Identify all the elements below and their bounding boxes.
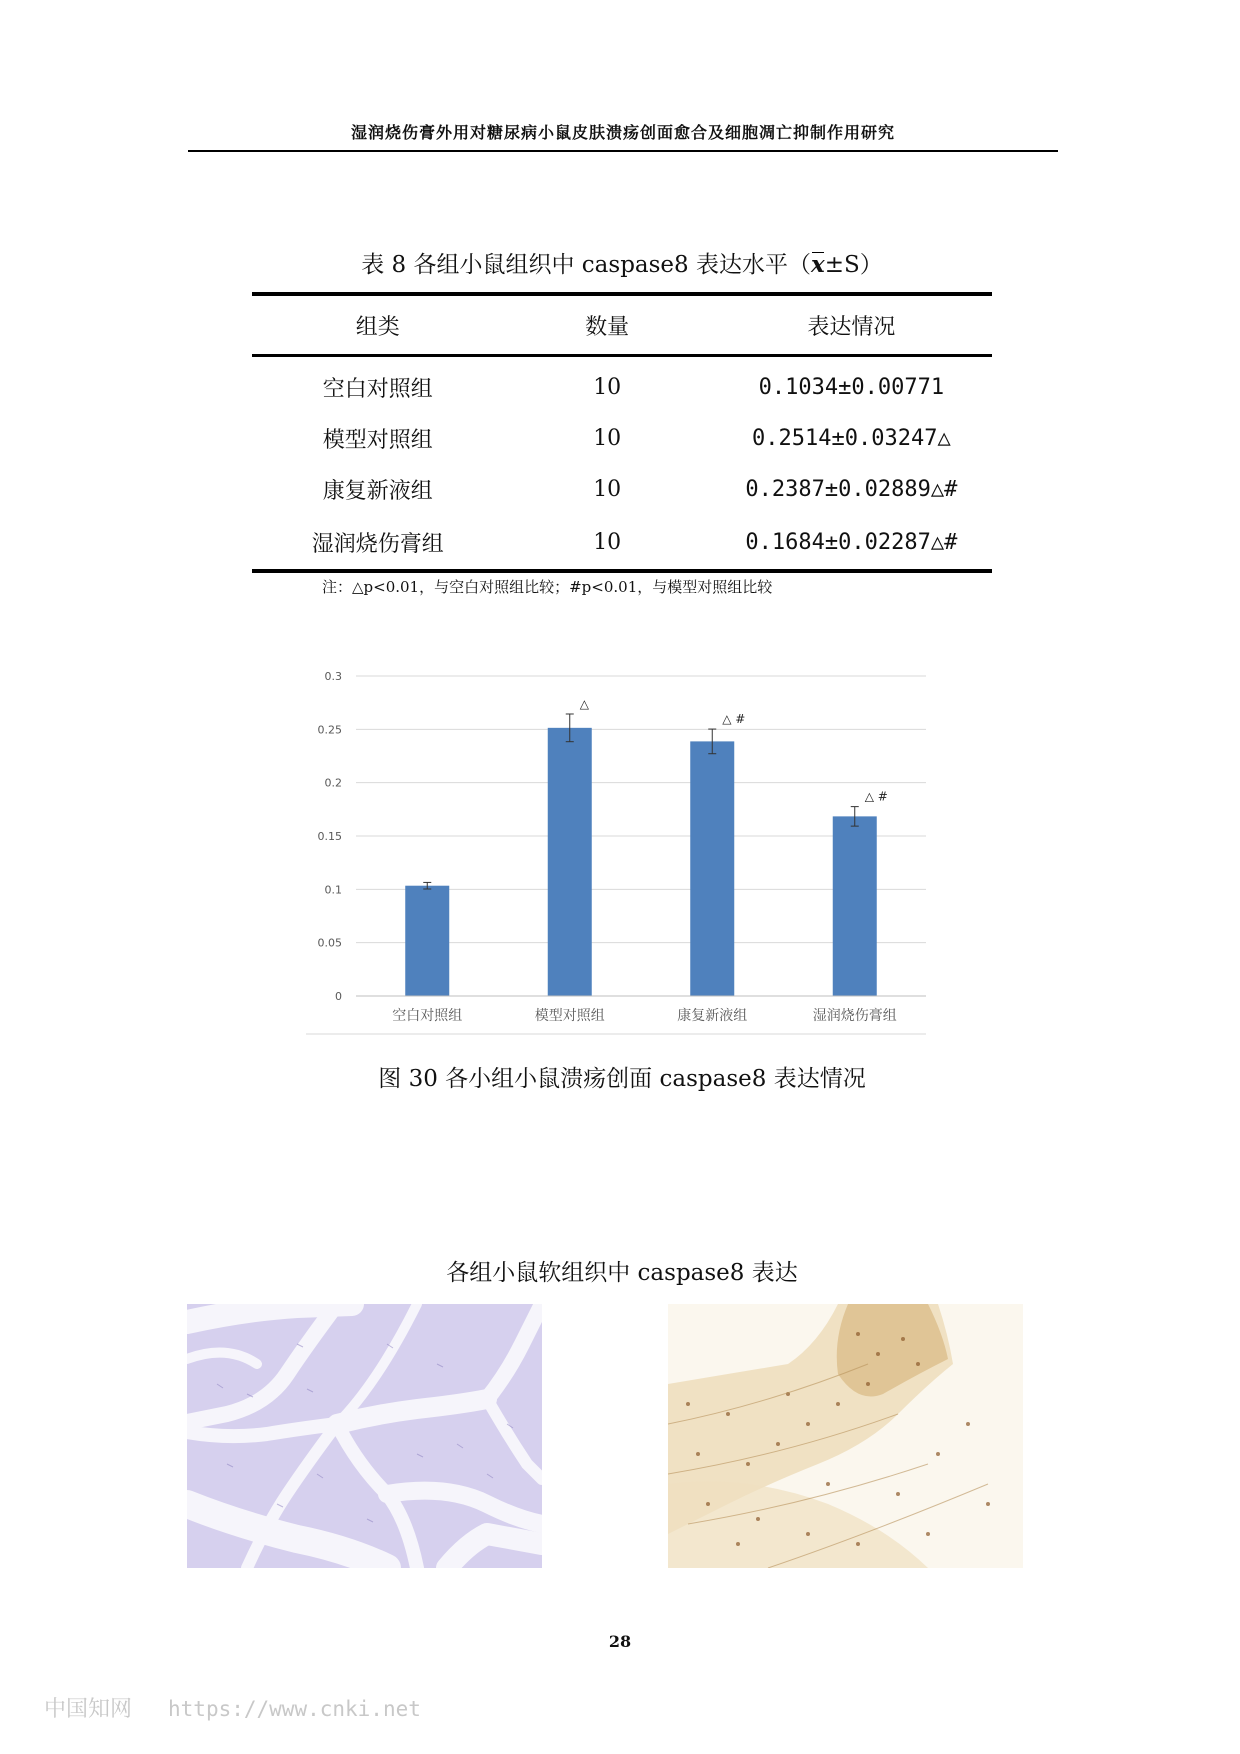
table-note: 注：△p<0.01，与空白对照组比较；#p<0.01，与模型对照组比较 bbox=[322, 578, 773, 596]
figure-caption: 图 30 各小组小鼠溃疡创面 caspase8 表达情况 bbox=[378, 1066, 866, 1092]
cell-expression: 0.1034±0.00771 bbox=[758, 375, 945, 400]
col-header-expression: 表达情况 bbox=[711, 294, 992, 356]
significance-marker: △ bbox=[579, 696, 589, 711]
cell-expression: 0.2514±0.03247△ bbox=[752, 426, 951, 451]
y-tick-label: 0 bbox=[335, 990, 342, 1003]
table-caption bbox=[252, 246, 992, 279]
bar bbox=[833, 816, 877, 996]
significance-marker: △ # bbox=[864, 789, 888, 804]
y-tick-label: 0.3 bbox=[324, 670, 342, 683]
section-title: 各组小鼠软组织中 caspase8 表达 bbox=[446, 1260, 798, 1286]
y-tick-label: 0.15 bbox=[317, 830, 342, 843]
table-row bbox=[252, 356, 992, 414]
mean-symbol: x bbox=[811, 251, 825, 278]
significance-marker: △ # bbox=[722, 712, 746, 727]
x-tick-label: 康复新液组 bbox=[677, 1008, 748, 1024]
y-tick-label: 0.1 bbox=[324, 883, 342, 897]
bar bbox=[690, 741, 734, 996]
y-tick-label: 0.05 bbox=[317, 936, 342, 950]
watermark-url: https://www.cnki.net bbox=[168, 1697, 421, 1721]
cell-group: 空白对照组 bbox=[322, 377, 433, 402]
table-caption-prefix: 表 8 各组小鼠组织中 caspase8 表达水平（ bbox=[361, 252, 811, 278]
cell-expression: 0.1684±0.02287△# bbox=[711, 515, 992, 571]
bar bbox=[405, 886, 449, 996]
x-tick-label: 模型对照组 bbox=[534, 1008, 605, 1024]
col-header-count: 数量 bbox=[504, 294, 711, 356]
table-row bbox=[252, 464, 992, 515]
caspase8-table bbox=[252, 292, 992, 573]
cell-group: 康复新液组 bbox=[322, 479, 433, 504]
y-tick-label: 0.25 bbox=[317, 723, 342, 737]
micrograph-left bbox=[187, 1304, 542, 1568]
table-row bbox=[252, 515, 992, 571]
bar-chart-svg bbox=[306, 658, 936, 1048]
cell-count: 10 bbox=[593, 426, 622, 451]
x-tick-label: 湿润烧伤膏组 bbox=[812, 1008, 897, 1024]
watermark-site: 中国知网 bbox=[44, 1697, 133, 1722]
bar bbox=[548, 728, 592, 996]
header-rule bbox=[188, 150, 1058, 152]
cell-group: 湿润烧伤膏组 bbox=[252, 515, 504, 571]
watermark bbox=[44, 1692, 421, 1723]
table-row bbox=[252, 413, 992, 464]
cell-group: 模型对照组 bbox=[322, 428, 433, 453]
running-header: 湿润烧伤膏外用对糖尿病小鼠皮肤溃疡创面愈合及细胞凋亡抑制作用研究 bbox=[350, 123, 895, 142]
cell-count: 10 bbox=[593, 477, 622, 502]
table-caption-suffix: ±S） bbox=[824, 252, 883, 278]
cell-count: 10 bbox=[504, 515, 711, 571]
cell-expression: 0.2387±0.02889△# bbox=[745, 477, 958, 502]
page-number: 28 bbox=[608, 1632, 632, 1651]
col-header-group: 组类 bbox=[252, 294, 504, 356]
y-tick-label: 0.2 bbox=[324, 776, 342, 790]
micrograph-right bbox=[668, 1304, 1023, 1568]
bar-chart bbox=[306, 658, 936, 1048]
cell-count: 10 bbox=[593, 375, 622, 400]
x-tick-label: 空白对照组 bbox=[392, 1008, 463, 1024]
